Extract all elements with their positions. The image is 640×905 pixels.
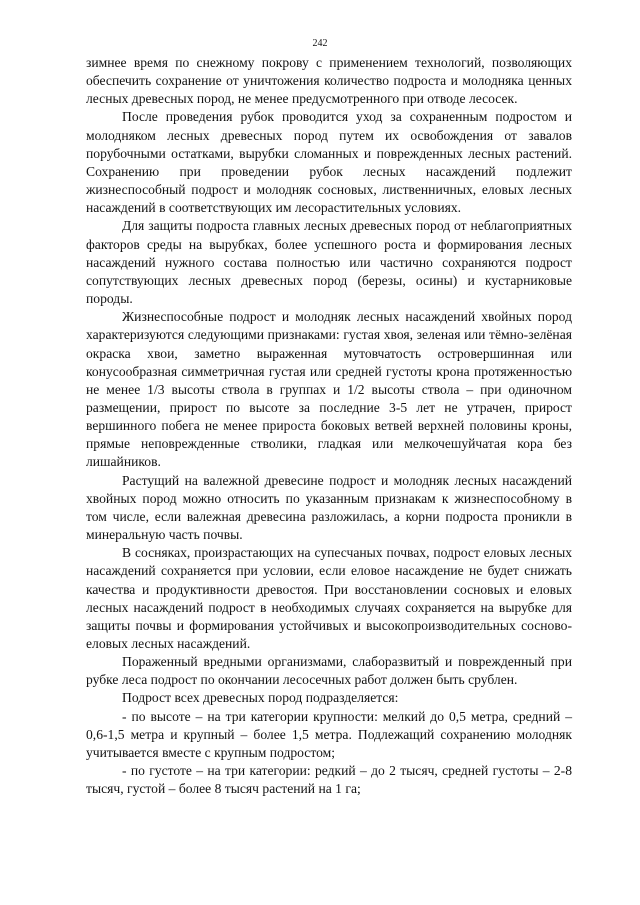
paragraph: Растущий на валежной древесине подрост и молодняк лесных насаждений хвойных пород можно относить по указанным признакам к жизнеспособному в том числе, если валежная древесина разложилась, а корни подроста проникли в минеральную часть почвы. [86, 472, 572, 543]
paragraph: В сосняках, произрастающих на супесчаных почвах, подрост еловых лесных насаждений сохраняется при условии, если еловое насаждение не будет снижать качества и продуктивности древостоя. При восстановлении сосновых и еловых лесных насаждений подрост в необходимых случаях сохраняется на вырубке для защиты почвы и формирования устойчивых и высокопроизводительных сосново-еловых лесных насаждений. [86, 545, 572, 651]
paragraph: Жизнеспособные подрост и молодняк лесных насаждений хвойных пород характеризуются следующими признаками: густая хвоя, зеленая или тёмно-зелёная окраска хвои, заметно выраженная мутовчатость островершинная или конусообразная симметричная густая или средней густоты крона протяженностью не менее 1/3 высоты ствола в группах и 1/2 высоты ствола – при одиночном размещении, прирост по высоте за последние 3-5 лет не утрачен, прирост вершинного побега не менее прироста боковых ветвей верхней половины кроны, прямые неповрежденные стволики, гладкая или мелкочешуйчатая кора без лишайников. [86, 309, 572, 470]
paragraph: - по густоте – на три категории: редкий – до 2 тысяч, средней густоты – 2-8 тысяч, густой – более 8 тысяч растений на 1 га; [86, 763, 572, 797]
paragraph: - по высоте – на три категории крупности: мелкий до 0,5 метра, средний – 0,6-1,5 метра и крупный – более 1,5 метра. Подлежащий сохранению молодняк учитывается вместе с крупным подростом; [86, 708, 572, 760]
paragraph: Подрост всех древесных пород подразделяется: [122, 690, 399, 706]
paragraph: зимнее время по снежному покрову с применением технологий, позволяющих обеспечить сохранение от уничтожения количество подроста и молодняка ценных лесных древесных пород, не менее предусмотренного при отводе лесосек. [86, 55, 572, 107]
page-number: 242 [312, 38, 328, 49]
body-text [86, 54, 572, 798]
paragraph: После проведения рубок проводится уход за сохраненным подростом и молодняком лесных древесных пород путем их освобождения от завалов порубочными остатками, вырубки сломанных и поврежденных лесных растений. Сохранению при проведении рубок лесных насаждений подлежит жизнеспособный подрост и молодняк сосновых, лиственничных, еловых лесных насаждений в соответствующих им лесорастительных условиях. [86, 109, 572, 216]
paragraph: Для защиты подроста главных лесных древесных пород от неблагоприятных факторов среды на вырубках, более успешного роста и формирования лесных насаждений нужного состава полностью или частично сохраняются подрост сопутствующих лесных древесных пород (березы, осины) и кустарниковые породы. [86, 218, 572, 307]
paragraph: Пораженный вредными организмами, слаборазвитый и поврежденный при рубке леса подрост по окончании лесосечных работ должен быть срублен. [86, 654, 572, 688]
